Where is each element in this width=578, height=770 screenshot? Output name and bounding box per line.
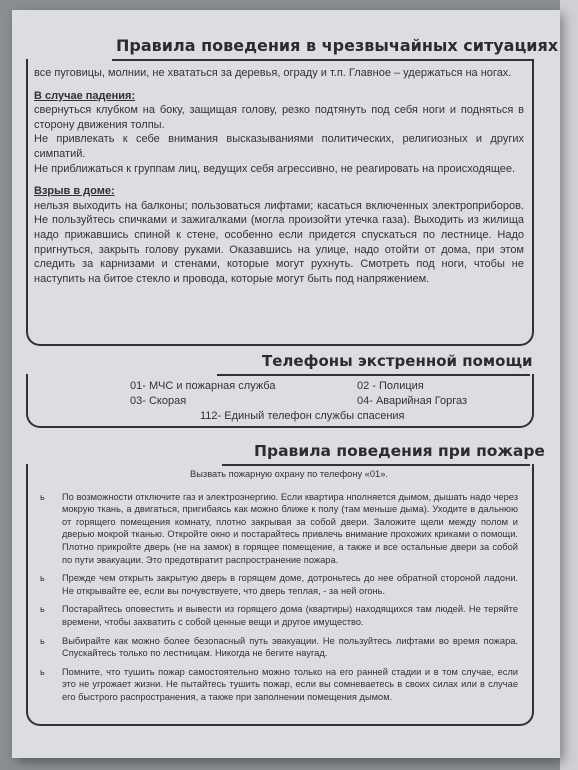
phone-02: 02 - Полиция	[357, 380, 424, 392]
bullet-icon: ь	[40, 573, 45, 584]
list-item-text: По возможности отключите газ и электроэнергию. Если квартира нполняется дымом, дышать надо через мокрую ткань, а двигаться, пригибаясь как можно ближе к полу (там меньше дыма). Уходите в дальнюю от горящего помещения комнату, плотно закрывая за собой двери. Заложите щели между полом и дверью мокрой тканью. Откройте окно и постарайтесь привлечь внимание прохожих криками о помощи. Плотно прикройте дверь (не на замок) в горящее помещение, а также и все остальные двери за собой по пути эвакуации. Это предотвратит распространение пожара.	[62, 491, 518, 565]
phone-04: 04- Аварийная Горгаз	[357, 395, 468, 407]
blast-paragraph: нельзя выходить на балконы; пользоваться лифтами; касаться включенных электроприборов. Не пользуйтесь спичками и зажигалками (могла произойти утечка газа). Выходить из жилища надо прижавшись спиной к стене, особенно если придется спускаться по лестнице. Надо пригнуться, закрыть голову руками. Оказавшись на улице, надо отойти от дома, при этом следить за карнизами и стенами, которые могут рухнуть. Смотреть под ноги, чтобы не наступить на битое стекло и провода, которые могут быть под напряжением.	[34, 199, 524, 285]
phone-03: 03- Скорая	[130, 395, 187, 407]
document-page	[12, 10, 560, 758]
list-item-text: Выбирайте как можно более безопасный путь эвакуации. Не пользуйтесь лифтами во время пожара. Спускайтесь только по лестницам. Никогда не бегите наугад.	[62, 635, 518, 659]
list-item-text: Постарайтесь оповестить и вывести из горящего дома (квартиры) находящихся там людей. Не теряйте времени, чтобы захватить с собой ценные вещи и другое имущество.	[62, 604, 518, 627]
list-item	[40, 635, 518, 660]
paragraph-politics: Не привлекать к себе внимания высказываниями политических, религиозных и других симпатий.	[34, 133, 524, 160]
blast-heading: Взрыв в доме:	[34, 185, 115, 198]
fire-rules-text	[40, 468, 518, 710]
phone-01: 01- МЧС и пожарная служба	[130, 380, 276, 392]
phone-112: 112- Единый телефон службы спасения	[200, 410, 405, 422]
list-item	[40, 666, 518, 704]
bullet-icon: ь	[40, 666, 45, 677]
section-title-emergency-phones: Телефоны экстренной помощи	[262, 352, 533, 370]
emergency-rules-text	[34, 66, 524, 286]
paragraph-aggressive-groups: Не приближаться к группам лиц, ведущих себя агрессивно, не реагировать на происходящее.	[34, 162, 516, 175]
bullet-icon: ь	[40, 604, 45, 615]
section-title-fire-rules: Правила поведения при пожаре	[254, 442, 545, 460]
bullet-icon: ь	[40, 635, 45, 646]
list-item-text: Помните, что тушить пожар самостоятельно можно только на его ранней стадии и в том случае, если это не угрожает жизни. Не пытайтесь тушить пожар, если вы сомневаетесь в своих силах или в случае его быстрого распространения, а также при заполнении помещения дымом.	[62, 666, 518, 702]
adjacent-page-edge	[560, 0, 578, 770]
list-item	[40, 491, 518, 567]
list-item	[40, 603, 518, 628]
bullet-icon: ь	[40, 491, 45, 502]
fall-heading: В случае падения:	[34, 89, 136, 102]
fall-paragraph: свернуться клубком на боку, защищая голову, резко подтянуть под себя ноги и подняться в сторону движения толпы.	[34, 104, 524, 131]
list-item-text: Прежде чем открыть закрытую дверь в горящем доме, дотроньтесь до нее обратной стороной ладони. Не открывайте ее, если вы почувствуете, что дверь теплая, - за ней огонь.	[62, 573, 518, 596]
fire-subtitle: Вызвать пожарную охрану по телефону «01».	[190, 469, 388, 479]
intro-paragraph: все пуговицы, молнии, не хвататься за деревья, ограду и т.п. Главное – удержаться на ногах.	[34, 67, 512, 79]
section-title-emergency-rules: Правила поведения в чрезвычайных ситуациях	[116, 36, 559, 55]
list-item	[40, 572, 518, 597]
